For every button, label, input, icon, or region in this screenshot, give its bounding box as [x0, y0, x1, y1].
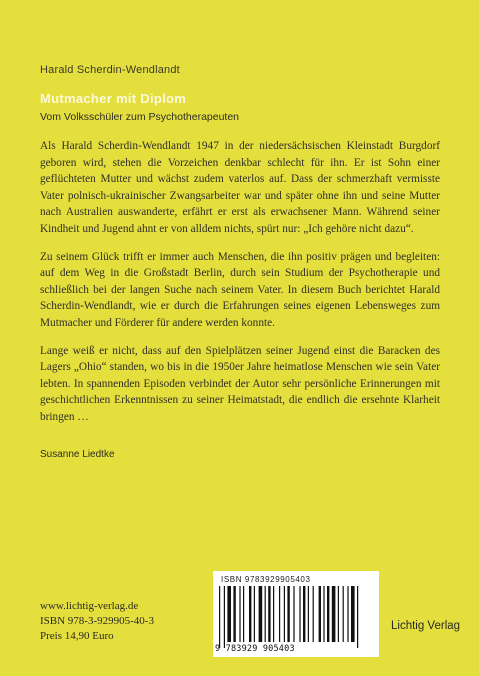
publisher-isbn: ISBN 978-3-929905-40-3: [40, 615, 154, 627]
book-subtitle: Vom Volksschüler zum Psychotherapeuten: [40, 111, 240, 123]
book-price: Preis 14,90 Euro: [40, 630, 114, 642]
blurb-signature: Susanne Liedtke: [40, 449, 115, 460]
blurb-paragraph: Als Harald Scherdin-Wendlandt 1947 in der niedersächsischen Kleinstadt Burgdorf geboren wird, stehen die Vorzeichen denkbar schlecht für ihn. Er ist Sohn einer geflüchteten Mutter und wächst zudem vaterlos auf. Dass der schmerzhaft vermisste Vater polnisch-ukrainischer Zwangsarbeiter war und später ohne ihn und seine Mutter nach Australien auswanderte, erfährt er erst als erwachsener Mann. Während seiner Kindheit und Jugend ahnt er von alldem nichts, spürt nur: „Ich gehöre nicht dazu“.: [40, 140, 440, 235]
barcode-box: [213, 571, 379, 657]
publisher-website: www.lichtig-verlag.de: [40, 600, 139, 612]
publisher-logo: Lichtig Verlag: [391, 620, 461, 632]
barcode-isbn-label: ISBN 9783929905403: [221, 575, 311, 584]
book-title: Mutmacher mit Diplom: [40, 91, 187, 106]
blurb-paragraph: Lange weiß er nicht, dass auf den Spielplätzen seiner Jugend einst die Baracken des Lagers „Ohio“ standen, wo bis in die 1950er Jahre heimatlose Menschen wie sein Vater lebten. In spannenden Episoden verbindet der Autor sehr persönliche Erinnerungen mit geschichtlichen Erkenntnissen zu seiner Heimatstadt, die endlich die ersehnte Klarheit bringen …: [40, 344, 440, 423]
barcode-digits: 9 783929 905403: [215, 644, 295, 654]
barcode-icon: [219, 586, 375, 648]
blurb-text: [40, 138, 440, 437]
blurb-paragraph: Zu seinem Glück trifft er immer auch Menschen, die ihn positiv prägen und begleiten: auf dem Weg in die Großstadt Berlin, durch sein Studium der Psychotherapie und schließlich bei der langen Suche nach seinem Vater. In diesem Buch berichtet Harald Scherdin-Wendlandt, wie er durch die Erfahrungen seines eigenen Lebensweges zum Mutmacher und Förderer für andere werden konnte.: [40, 250, 440, 329]
author-name: Harald Scherdin-Wendlandt: [40, 64, 180, 76]
publisher-info: [40, 599, 154, 644]
